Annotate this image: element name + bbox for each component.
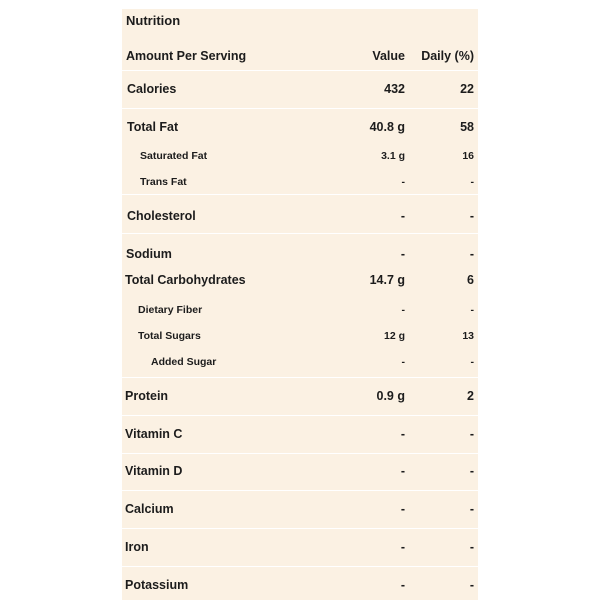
divider	[122, 453, 478, 454]
nutrient-value: -	[400, 501, 405, 516]
nutrient-daily: 13	[462, 329, 474, 342]
nutrient-value: 432	[384, 81, 405, 96]
divider	[122, 566, 478, 567]
nutrient-daily: -	[470, 355, 474, 368]
nutrient-value: 40.8 g	[369, 119, 405, 134]
nutrient-daily: 2	[467, 388, 474, 403]
nutrient-value: -	[401, 303, 405, 316]
nutrient-daily: 22	[460, 81, 474, 96]
nutrient-label: Calories	[127, 81, 177, 96]
nutrient-daily: -	[469, 501, 474, 516]
header-daily: Daily (%)	[421, 48, 474, 63]
header-amount-per-serving: Amount Per Serving	[126, 48, 247, 63]
nutrient-daily: -	[469, 577, 474, 592]
nutrient-value: 3.1 g	[381, 149, 405, 162]
nutrient-label: Trans Fat	[140, 175, 187, 188]
nutrient-value: -	[400, 539, 405, 554]
divider	[122, 415, 478, 416]
nutrient-label: Added Sugar	[151, 355, 217, 368]
nutrient-label: Total Sugars	[138, 329, 201, 342]
divider	[122, 490, 478, 491]
divider	[122, 233, 478, 234]
nutrient-value: -	[400, 208, 405, 223]
nutrient-label: Total Fat	[127, 119, 179, 134]
nutrient-value: -	[400, 463, 405, 478]
panel-title: Nutrition	[126, 13, 181, 28]
nutrient-label: Vitamin C	[125, 426, 183, 441]
nutrient-daily: -	[470, 303, 474, 316]
divider	[122, 70, 478, 71]
header-value: Value	[372, 48, 405, 63]
nutrient-label: Saturated Fat	[140, 149, 208, 162]
nutrient-daily: 16	[462, 149, 474, 162]
nutrient-label: Calcium	[125, 501, 174, 516]
nutrient-daily: 58	[460, 119, 474, 134]
nutrient-label: Potassium	[125, 577, 189, 592]
nutrient-value: 0.9 g	[376, 388, 405, 403]
nutrient-label: Cholesterol	[127, 208, 196, 223]
divider	[122, 528, 478, 529]
nutrient-value: 12 g	[383, 329, 405, 342]
nutrient-value: 14.7 g	[369, 272, 405, 287]
nutrient-label: Total Carbohydrates	[125, 272, 246, 287]
nutrient-label: Dietary Fiber	[138, 303, 203, 316]
nutrient-value: -	[401, 355, 405, 368]
nutrient-value: -	[400, 246, 405, 261]
nutrient-label: Vitamin D	[125, 463, 183, 478]
nutrient-value: -	[400, 426, 405, 441]
nutrient-daily: 6	[467, 272, 474, 287]
nutrient-label: Protein	[125, 388, 169, 403]
divider	[122, 194, 478, 195]
nutrient-value: -	[400, 577, 405, 592]
nutrient-daily: -	[470, 175, 474, 188]
divider	[122, 108, 478, 109]
nutrition-panel	[122, 9, 478, 600]
nutrient-label: Iron	[125, 539, 149, 554]
nutrient-daily: -	[469, 246, 474, 261]
divider	[122, 377, 478, 378]
nutrient-value: -	[401, 175, 405, 188]
nutrient-daily: -	[469, 539, 474, 554]
nutrient-daily: -	[469, 426, 474, 441]
nutrient-label: Sodium	[126, 246, 172, 261]
nutrient-daily: -	[469, 463, 474, 478]
nutrient-daily: -	[469, 208, 474, 223]
